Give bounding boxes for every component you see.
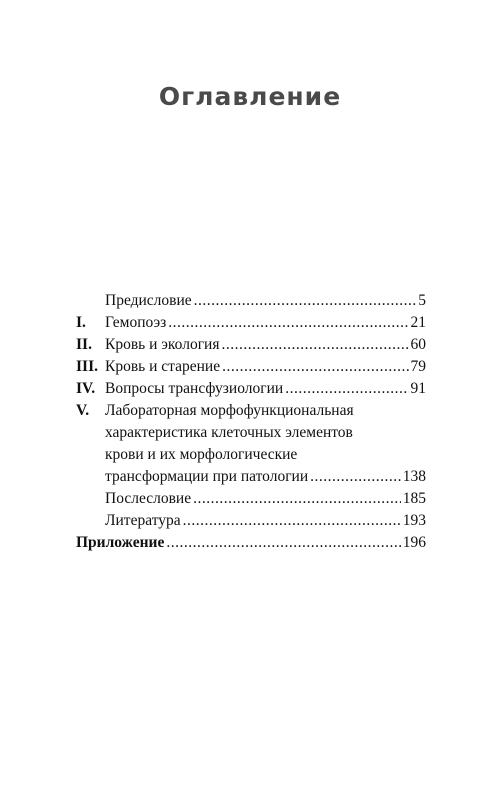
toc-entry-label: Приложение (76, 534, 165, 551)
toc-entry-chapter-3[interactable] (76, 356, 426, 378)
dot-leader (166, 532, 400, 554)
toc-entry-label-line: характеристика клеточных элементов (105, 424, 353, 441)
toc-entry-chapter-1[interactable] (76, 312, 426, 334)
toc-page-number: 21 (410, 314, 426, 331)
dot-leader (221, 334, 408, 356)
toc-entry-label: Гемопоэз (105, 314, 167, 331)
toc-entry-chapter-4[interactable] (76, 378, 426, 400)
toc-entry-label-line: крови и их морфологические (105, 446, 298, 463)
toc-entry-label-line: трансформации при патологии (105, 468, 309, 485)
toc-page-number: 79 (410, 358, 426, 375)
chapter-number: V. (76, 402, 90, 419)
chapter-number: IV. (76, 380, 96, 397)
dot-leader (183, 510, 401, 532)
dot-leader (285, 378, 408, 400)
toc-entry-appendix[interactable] (76, 532, 426, 554)
dot-leader (193, 488, 401, 510)
toc-entry-label: Кровь и экология (105, 336, 220, 353)
toc-page-number: 196 (402, 534, 426, 551)
toc-entry-afterword[interactable] (76, 488, 426, 510)
toc-page-number: 185 (402, 490, 426, 507)
table-of-contents (76, 290, 426, 554)
page-title: Оглавление (158, 82, 342, 111)
dot-leader (168, 312, 408, 334)
toc-page-number: 193 (402, 512, 426, 529)
toc-page-number: 5 (418, 292, 426, 309)
toc-entry-chapter-2[interactable] (76, 334, 426, 356)
chapter-number: II. (76, 336, 92, 353)
toc-entry-label: Предисловие (105, 292, 192, 309)
toc-entry-label: Литература (105, 512, 181, 529)
toc-page-number: 91 (410, 380, 426, 397)
dot-leader (194, 290, 417, 312)
toc-entry-label: Кровь и старение (105, 358, 221, 375)
dot-leader (222, 356, 408, 378)
toc-entry-label: Вопросы трансфузиологии (105, 380, 284, 397)
toc-entry-preface[interactable] (76, 290, 426, 312)
toc-entry-label: Послесловие (105, 490, 192, 507)
toc-entry-literature[interactable] (76, 510, 426, 532)
toc-page-number: 60 (410, 336, 426, 353)
toc-page-number: 138 (402, 468, 426, 485)
chapter-number: III. (76, 358, 98, 375)
dot-leader (310, 466, 401, 488)
toc-entry-chapter-5[interactable] (76, 400, 426, 488)
toc-entry-label-line: Лабораторная морфофункциональная (105, 402, 354, 419)
chapter-number: I. (76, 314, 86, 331)
